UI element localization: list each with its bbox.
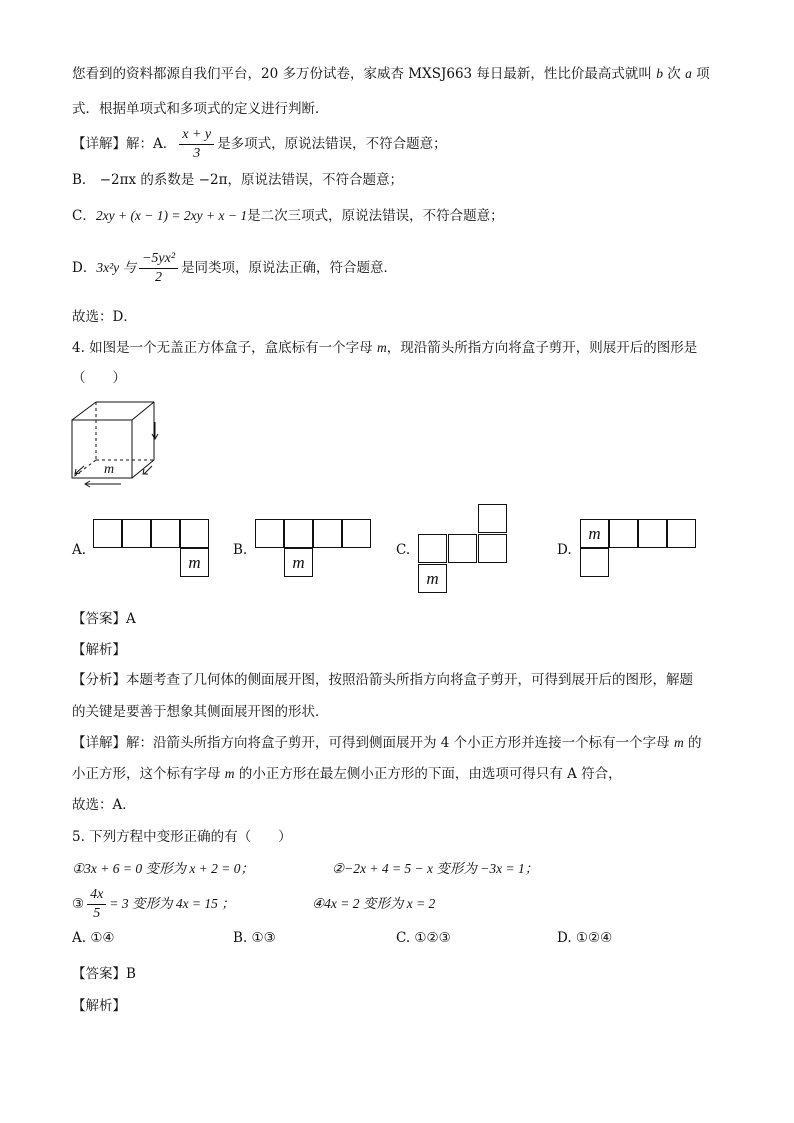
q4-stem-text-2: ，现沿箭头所指方向将盒子剪开，则展开后的图形是 — [386, 340, 698, 356]
var-m: m — [224, 766, 235, 781]
expr-d: 3x²y 与 — [96, 260, 136, 275]
q4-fenxi-1: 【分析】本题考查了几何体的侧面展开图，按照沿箭头所指方向将盒子剪开，可得到展开后的图形，解题 — [72, 672, 693, 688]
q4-analysis: 【解析】 — [72, 642, 126, 658]
q4-detail-1 — [72, 733, 702, 753]
q4-answer: 【答案】A — [72, 611, 136, 627]
net-square — [667, 519, 696, 548]
circled-3: ③ — [72, 896, 85, 912]
q4-detail-text-2: 的小正方形在最左侧小正方形的下面，由选项可得只有 A 符合， — [234, 766, 622, 782]
q4-detail-end: 的 — [683, 735, 702, 751]
net-letter: m — [188, 553, 201, 572]
fraction-den: 2 — [155, 270, 163, 285]
fraction-a — [179, 126, 214, 163]
q4-fenxi-2: 的关键是要善于想象其侧面展开图的形状． — [72, 704, 329, 720]
fraction-den: 3 — [193, 146, 201, 161]
fraction-q5 — [87, 886, 106, 923]
q5-analysis: 【解析】 — [72, 998, 126, 1014]
intro-text-mid: 次 — [662, 66, 686, 82]
q5-item-4 — [312, 894, 435, 914]
net-square — [638, 519, 667, 548]
net-square — [478, 534, 507, 563]
expr-c: 2xy + (x − 1) = 2xy + x − 1 — [95, 208, 248, 223]
q5-item-4-text: ④4x = 2 变形为 x = 2 — [312, 896, 436, 911]
fraction-num: −5yx² — [139, 250, 178, 269]
intro-text: 您看到的资料都源自我们平台，20 多万份试卷，家威杏 MXSJ663 每日最新，性比价最高式就叫 — [72, 66, 657, 82]
q5-answer: 【答案】B — [72, 966, 136, 982]
detail3-d — [72, 246, 397, 290]
fraction-den: 5 — [93, 906, 101, 921]
q4-detail-2 — [72, 764, 622, 784]
net-square — [180, 519, 209, 548]
detail3-b: B． −2πx 的系数是 −2π，原说法错误，不符合题意； — [72, 172, 403, 188]
q4-paren: （ ） — [72, 370, 126, 386]
detail3-a — [72, 126, 447, 163]
net-square — [609, 519, 638, 548]
detail-a-tail: 是多项式，原说法错误，不符合题意； — [217, 136, 447, 152]
q5-option-d[interactable]: D. ①②④ — [557, 930, 613, 946]
q4-stem-text: 4. 如图是一个无盖正方体盒子，盒底标有一个字母 — [72, 340, 377, 356]
detail3-choice: 故选：D． — [72, 309, 137, 325]
fraction-d — [139, 250, 178, 287]
q5-item-3-tail: = 3 变形为 4x = 15 ； — [109, 896, 235, 911]
q5-item-3 — [72, 884, 235, 924]
q4-choice: 故选：A． — [72, 797, 136, 813]
q4-detail-text: 【详解】解：沿箭头所指方向将盒子剪开，可得到侧面展开为 4 个小正方形并连接一个标有一个字母 — [72, 735, 674, 751]
net-letter: m — [588, 524, 601, 543]
net-square — [580, 548, 609, 577]
fraction-num: 4x — [87, 886, 106, 905]
q4-stem — [72, 338, 697, 358]
cube-letter-m: m — [104, 462, 115, 477]
q5-item-1 — [72, 859, 254, 879]
var-a: a — [685, 66, 692, 81]
net-square — [313, 519, 342, 548]
detail-d-tail: 是同类项，原说法正确，符合题意． — [181, 260, 398, 276]
var-m: m — [673, 735, 684, 750]
var-b: b — [656, 66, 663, 81]
net-square — [448, 534, 477, 563]
net-letter: m — [292, 553, 305, 572]
q5-option-a[interactable]: A. ①④ — [72, 930, 115, 946]
fraction-num: x + y — [179, 126, 214, 145]
detail-head: 【详解】解：A． — [72, 136, 177, 152]
option-c-label: C. — [396, 542, 411, 558]
net-square — [93, 519, 122, 548]
net-square — [284, 519, 313, 548]
detail-c-tail: 是二次三项式，原说法错误，不符合题意； — [247, 208, 504, 224]
net-square — [255, 519, 284, 548]
q5-option-b[interactable]: B. ①③ — [233, 930, 276, 946]
detail3-c — [72, 206, 504, 226]
intro-line-2: 式．根据单项式和多项式的定义进行判断． — [72, 101, 329, 117]
net-square — [478, 504, 507, 533]
var-m: m — [376, 340, 387, 355]
q5-stem: 5. 下列方程中变形正确的有（ ） — [72, 829, 292, 845]
net-square — [151, 519, 180, 548]
net-square — [122, 519, 151, 548]
net-letter: m — [426, 569, 439, 588]
option-d-label: D. — [557, 542, 572, 558]
cube-diagram — [66, 396, 166, 492]
intro-line-1 — [72, 64, 710, 84]
q5-item-2-text: ②−2x + 4 = 5 − x 变形为 −3x = 1； — [332, 861, 539, 876]
net-square — [418, 534, 447, 563]
q5-item-1-text: ①3x + 6 = 0 变形为 x + 2 = 0； — [72, 861, 255, 876]
q4-detail-text: 小正方形，这个标有字母 — [72, 766, 225, 782]
intro-text-end: 项 — [691, 66, 710, 82]
net-square — [342, 519, 371, 548]
label-c: C． — [72, 208, 96, 224]
option-a-label: A. — [72, 542, 87, 558]
q5-item-2 — [332, 859, 538, 879]
q5-option-c[interactable]: C. ①②③ — [396, 930, 451, 946]
option-b-label: B. — [233, 542, 248, 558]
label-d: D． — [72, 260, 97, 276]
